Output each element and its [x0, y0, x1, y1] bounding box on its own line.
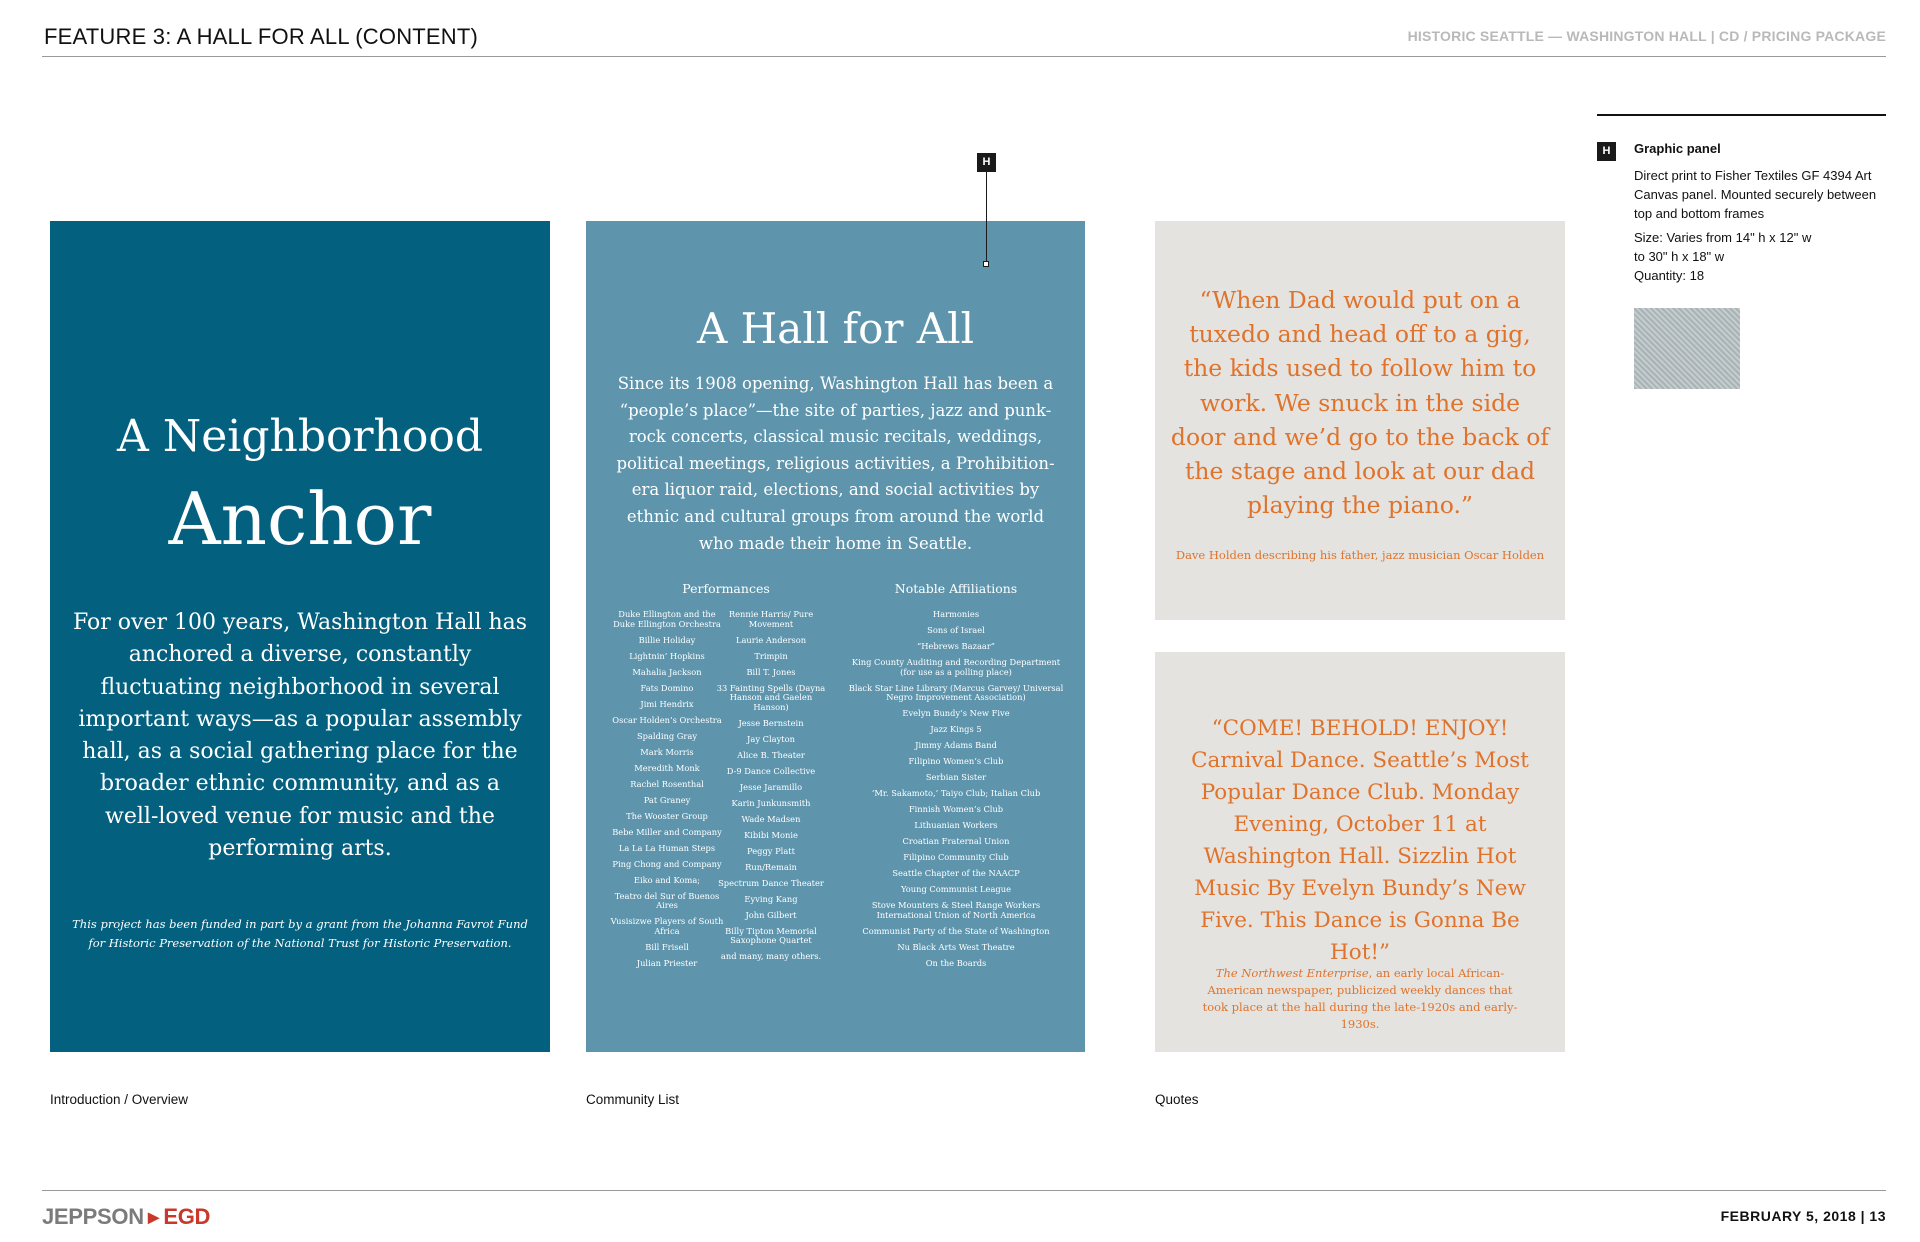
callout-marker-h: H [977, 153, 996, 172]
performance-item: Spalding Gray [636, 730, 698, 741]
quote-2-attribution-rest: , an early local African-American newspaper, publicized weekly dances that took place at the hall during the late-1920s and early-1930s. [1202, 966, 1518, 1031]
performance-item: Jesse Jaramillo [739, 781, 803, 792]
community-panel [586, 221, 1085, 1052]
performance-item: Wade Madsen [741, 813, 801, 824]
affiliation-item: Black Star Line Library (Marcus Garvey/ Universal Negro Improvement Association) [848, 682, 1064, 702]
performance-item: Rachel Rosenthal [630, 778, 704, 789]
performances-list-col2 [716, 610, 826, 968]
affiliation-item: Serbian Sister [925, 772, 987, 782]
affiliation-item: Croatian Fraternal Union [902, 836, 1010, 846]
header-divider [42, 56, 1886, 57]
affiliations-heading: Notable Affiliations [894, 581, 1018, 596]
performance-item: Pat Graney [643, 794, 691, 805]
caption-intro: Introduction / Overview [50, 1092, 189, 1107]
performances-heading: Performances [682, 581, 770, 596]
affiliation-item: “Hebrews Bazaar” [916, 641, 996, 651]
affiliation-item: Harmonies [932, 609, 980, 619]
logo-text-right: EGD [163, 1204, 211, 1229]
performance-item: Karin Junkunsmith [731, 797, 811, 808]
affiliation-item: Stove Mounters & Steel Range Workers International Union of North America [871, 900, 1041, 920]
affiliation-item: Young Communist League [901, 884, 1011, 894]
performance-item: Ping Chong and Company [612, 858, 722, 869]
affiliation-item: Evelyn Bundy’s New Five [902, 708, 1010, 718]
performance-item: Teatro del Sur of Buenos Aires [614, 890, 720, 910]
affiliation-item: Finnish Women’s Club [908, 804, 1004, 814]
performances-list-col1 [608, 610, 726, 975]
performance-item: Alice B. Theater [737, 749, 805, 760]
quote-panel-2 [1155, 652, 1565, 1052]
performance-item: Jimi Hendrix [640, 698, 694, 709]
spec-divider [1597, 114, 1886, 116]
quote-2-text: “COME! BEHOLD! ENJOY! Carnival Dance. Seattle’s Most Popular Dance Club. Monday Evening, October 11 at Washington Hall. Sizzlin Hot Music By Evelyn Bundy’s New Five. This Dance is Gonna Be Hot!” [1191, 716, 1529, 965]
footer-divider [42, 1190, 1886, 1191]
affiliation-item: Sons of Israel [927, 625, 985, 635]
performance-item: Rennie Harris/ Pure Movement [728, 609, 814, 629]
performance-item: Julian Priester [636, 957, 698, 968]
performance-item: Run/Remain [745, 861, 797, 872]
performance-item: Eiko and Koma; [633, 874, 701, 885]
performance-item: Kibibi Monie [744, 829, 798, 840]
quote-2-publication: The Northwest Enterprise [1215, 966, 1369, 980]
caption-quotes: Quotes [1155, 1092, 1199, 1107]
performance-item: Oscar Holden’s Orchestra [612, 714, 722, 725]
spec-size-quantity [1634, 228, 1884, 285]
performance-item: Spectrum Dance Theater [718, 877, 824, 888]
performance-item: Fats Domino [640, 682, 694, 693]
performance-item: Mahalia Jackson [632, 666, 702, 677]
caption-community: Community List [586, 1092, 680, 1107]
performance-item: Bill T. Jones [746, 666, 796, 677]
spec-size-line1: Size: Varies from 14" h x 12" w [1634, 230, 1812, 245]
community-title: A Hall for All [696, 304, 975, 353]
spec-quantity: Quantity: 18 [1634, 268, 1705, 283]
quote-1-text: “When Dad would put on a tuxedo and head off to a gig, the kids used to follow him to work. We snuck in the side door and we’d go to the back of the stage and look at our dad playing the piano.” [1170, 286, 1550, 520]
quote-1-attribution: Dave Holden describing his father, jazz musician Oscar Holden [1175, 548, 1545, 562]
affiliation-item: Filipino Community Club [903, 852, 1009, 862]
logo-text-left: JEPPSON [42, 1204, 144, 1229]
spec-size-line2: to 30" h x 18" w [1634, 249, 1725, 264]
performance-item: Trimpin [754, 650, 788, 661]
quote-2-attribution [1195, 965, 1525, 1033]
performance-item: Peggy Platt [747, 845, 795, 856]
intro-body-text: For over 100 years, Washington Hall has anchored a diverse, constantly fluctuating neighborhood in several important ways—as a popular assembly hall, as a social gathering place for the broader ethnic community, and as a well-loved venue for music and the performing arts. [72, 610, 528, 862]
performance-item: Laurie Anderson [735, 634, 807, 645]
affiliation-item: Filipino Women’s Club [908, 756, 1004, 766]
callout-leader-endpoint [983, 261, 989, 267]
affiliations-list [846, 610, 1066, 975]
intro-panel [50, 221, 550, 1052]
intro-heading-line2: Anchor [168, 477, 432, 561]
affiliation-item: Jimmy Adams Band [915, 740, 997, 750]
performance-item: Duke Ellington and the Duke Ellington Orchestra [613, 609, 721, 629]
performance-item: Eyving Kang [744, 893, 798, 904]
performance-item: Vusisizwe Players of South Africa [610, 916, 724, 936]
logo-mark-icon: ► [143, 1207, 164, 1229]
performance-item: Billie Holiday [638, 634, 696, 645]
spec-marker-h: H [1597, 142, 1616, 161]
quote-panel-1 [1155, 221, 1565, 620]
spec-title: Graphic panel [1634, 141, 1721, 156]
affiliation-item: Lithuanian Workers [914, 820, 998, 830]
footer-date-page: FEBRUARY 5, 2018 | 13 [1720, 1208, 1886, 1224]
intro-heading-line1: A Neighborhood [116, 411, 484, 462]
performance-item: Jesse Bernstein [738, 717, 804, 728]
affiliation-item: Seattle Chapter of the NAACP [892, 868, 1020, 878]
performance-item: D-9 Dance Collective [726, 765, 816, 776]
project-header: HISTORIC SEATTLE — WASHINGTON HALL | CD / PRICING PACKAGE [1407, 28, 1886, 44]
performance-item: Bill Frisell [645, 941, 689, 952]
intro-funding-credit: This project has been funded in part by a grant from the Johanna Favrot Fund for Historic Preservation of the National Trust for Historic Preservation. [72, 917, 528, 950]
performance-item: 33 Fainting Spells (Dayna Hanson and Gaelen Hanson) [716, 682, 826, 712]
page-title: FEATURE 3: A HALL FOR ALL (CONTENT) [44, 24, 479, 49]
performance-item: Meredith Monk [634, 762, 700, 773]
performance-item: The Wooster Group [626, 810, 708, 821]
callout-leader-line [986, 172, 987, 264]
performance-item: Bebe Miller and Company [612, 826, 722, 837]
performance-item: Billy Tipton Memorial Saxophone Quartet [725, 925, 817, 945]
affiliation-item: Communist Party of the State of Washington [862, 925, 1050, 936]
performance-item: John Gilbert [745, 909, 797, 920]
performance-item: Jay Clayton [747, 733, 795, 744]
community-body-text: Since its 1908 opening, Washington Hall has been a “people’s place”—the site of parties, jazz and punk-rock concerts, classical music recitals, weddings, political meetings, religious activities, a Prohibition-era liquor raid, elections, and social activities by ethnic and cultural groups from around the world who made their home in Seattle. [616, 374, 1055, 553]
affiliation-item: Nu Black Arts West Theatre [897, 941, 1015, 952]
performance-item: La La La Human Steps [618, 842, 716, 853]
performance-item: Lightnin’ Hopkins [629, 650, 705, 661]
performance-item: Mark Morris [640, 746, 694, 757]
affiliation-item: ‘Mr. Sakamoto,’ Taiyo Club; Italian Club [871, 788, 1041, 798]
affiliation-item: King County Auditing and Recording Department (for use as a polling place) [851, 657, 1061, 677]
company-logo [42, 1204, 210, 1230]
fabric-swatch-image [1634, 308, 1740, 389]
affiliation-item: On the Boards [925, 957, 987, 968]
performance-item: and many, many others. [720, 951, 822, 961]
affiliation-item: Jazz Kings 5 [930, 724, 982, 734]
spec-description: Direct print to Fisher Textiles GF 4394 Art Canvas panel. Mounted securely between top and bottom frames [1634, 168, 1877, 221]
